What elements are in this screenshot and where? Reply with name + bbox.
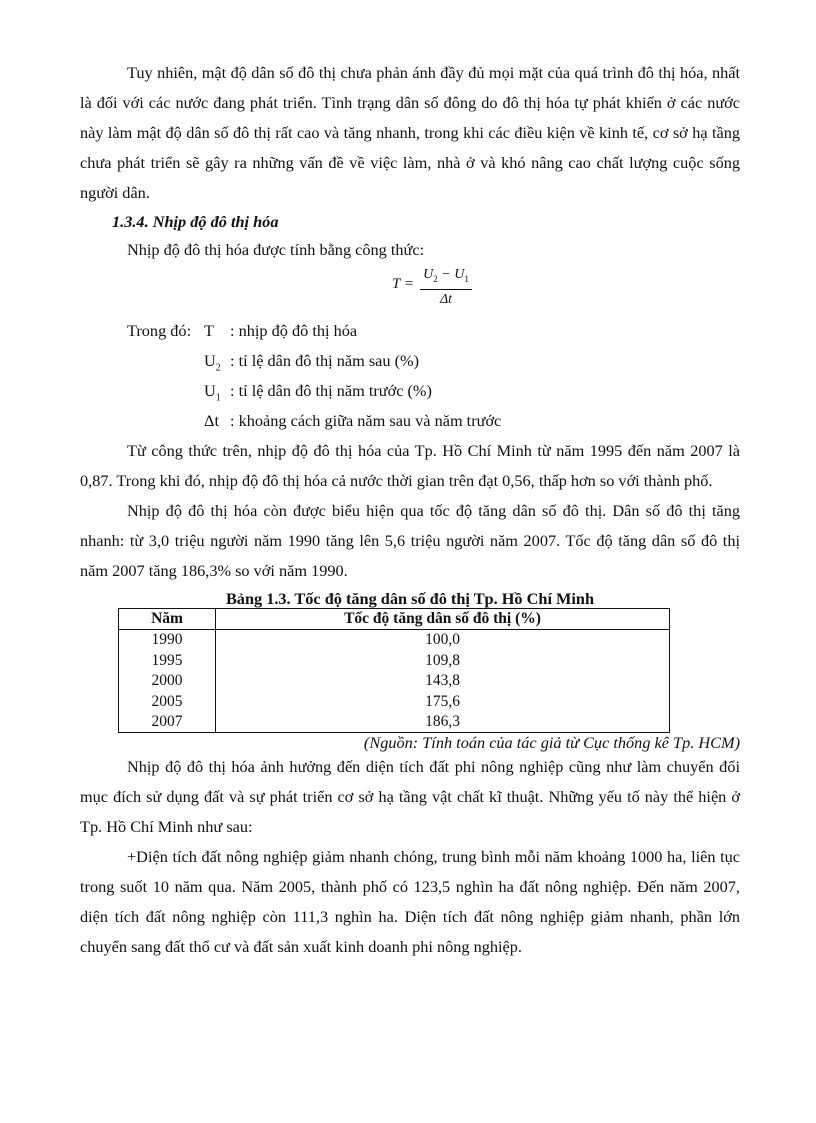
- formula-denominator: Δt: [439, 291, 453, 307]
- section-heading: 1.3.4. Nhịp độ đô thị hóa: [112, 212, 279, 231]
- definition-symbol: $U_1$: [204, 381, 221, 404]
- document-page: [80, 58, 740, 962]
- table-row: [119, 630, 670, 651]
- definition-row: [80, 346, 740, 376]
- column-header-growth: Tốc độ tăng dân số đô thị (%): [216, 609, 670, 630]
- cell-growth: 143,8: [216, 671, 670, 691]
- fraction-bar: [420, 289, 472, 290]
- definition-text: : tỉ lệ dân đô thị năm trước (%): [230, 381, 432, 400]
- definition-text: : tỉ lệ dân đô thị năm sau (%): [230, 351, 419, 370]
- population-growth-table: [118, 608, 670, 733]
- definitions-lead: Trong đó:: [127, 321, 192, 340]
- table-row: [119, 671, 670, 691]
- table-row: [119, 712, 670, 733]
- cell-growth: 100,0: [216, 630, 670, 651]
- formula-lhs: T =: [392, 276, 414, 292]
- cell-year: 2007: [119, 712, 216, 733]
- cell-year: 2000: [119, 671, 216, 691]
- table-source: (Nguồn: Tính toán của tác giả từ Cục thống kê Tp. HCM): [363, 733, 740, 753]
- table-row: [119, 651, 670, 671]
- table-row: [119, 692, 670, 712]
- table-caption: Bảng 1.3. Tốc độ tăng dân số đô thị Tp. Hồ Chí Minh: [225, 589, 595, 608]
- cell-growth: 186,3: [216, 712, 670, 733]
- cell-year: 1990: [119, 630, 216, 651]
- paragraph-hcmc-rate: Từ công thức trên, nhịp độ đô thị hóa của Tp. Hồ Chí Minh từ năm 1995 đến năm 2007 là 0,87. Trong khi đó, nhịp độ đô thị hóa cả nước thời gian trên đạt 0,56, thấp hơn so với thành phố.: [80, 441, 740, 490]
- definition-row: [80, 406, 740, 436]
- definition-text: : nhịp độ đô thị hóa: [230, 321, 358, 340]
- paragraph-urban-density-limits: Tuy nhiên, mật độ dân số đô thị chưa phản ánh đầy đủ mọi mặt của quá trình đô thị hóa, nhất là đối với các nước đang phát triển. Tình trạng dân số đông do đô thị hóa tự phát khiến ở các nước này làm mật độ dân số đô thị rất cao và tăng nhanh, trong khi các điều kiện về kinh tế, cơ sở hạ tầng chưa phát triển sẽ gây ra những vấn đề về việc làm, nhà ở và khó nâng cao chất lượng cuộc sống người dân.: [80, 63, 740, 202]
- column-header-year: Năm: [119, 609, 216, 630]
- formula-numerator: $U_2 - U_1$: [423, 267, 469, 284]
- urbanization-rate-formula: [80, 266, 740, 310]
- paragraph-agricultural-land: +Diện tích đất nông nghiệp giảm nhanh chóng, trung bình mỗi năm khoảng 1000 ha, liên tục trong suốt 10 năm qua. Năm 2005, thành phố có 123,5 nghìn ha đất nông nghiệp. Đến năm 2007, diện tích đất nông nghiệp còn 111,3 nghìn ha. Diện tích đất nông nghiệp giảm nhanh, phần lớn chuyển sang đất thổ cư và đất sản xuất kinh doanh phi nông nghiệp.: [80, 847, 740, 957]
- paragraph-land-impact: Nhịp độ đô thị hóa ảnh hưởng đến diện tích đất phi nông nghiệp cũng như làm chuyển đổi mục đích sử dụng đất và sự phát triển cơ sở hạ tầng vật chất kĩ thuật. Những yếu tố này thể hiện ở Tp. Hồ Chí Minh như sau:: [80, 757, 740, 837]
- cell-year: 2005: [119, 692, 216, 712]
- definition-row: [80, 376, 740, 406]
- definition-symbol: $U_2$: [204, 351, 221, 374]
- definition-symbol: T: [204, 321, 214, 340]
- paragraph-population-growth: Nhịp độ đô thị hóa còn được biểu hiện qua tốc độ tăng dân số đô thị. Dân số đô thị tăng nhanh: từ 3,0 triệu người năm 1990 tăng lên 5,6 triệu người năm 2007. Tốc độ tăng dân số đô thị năm 2007 tăng 186,3% so với năm 1990.: [80, 501, 740, 580]
- table-header-row: [119, 609, 670, 630]
- definition-symbol: Δt: [204, 411, 219, 430]
- definition-text: : khoảng cách giữa năm sau và năm trước: [230, 411, 502, 430]
- formula-intro: Nhịp độ đô thị hóa được tính bằng công thức:: [127, 240, 425, 259]
- cell-growth: 175,6: [216, 692, 670, 712]
- cell-growth: 109,8: [216, 651, 670, 671]
- formula-definitions: [80, 316, 740, 436]
- cell-year: 1995: [119, 651, 216, 671]
- formula-fraction: [420, 266, 472, 309]
- definition-row: [80, 316, 740, 346]
